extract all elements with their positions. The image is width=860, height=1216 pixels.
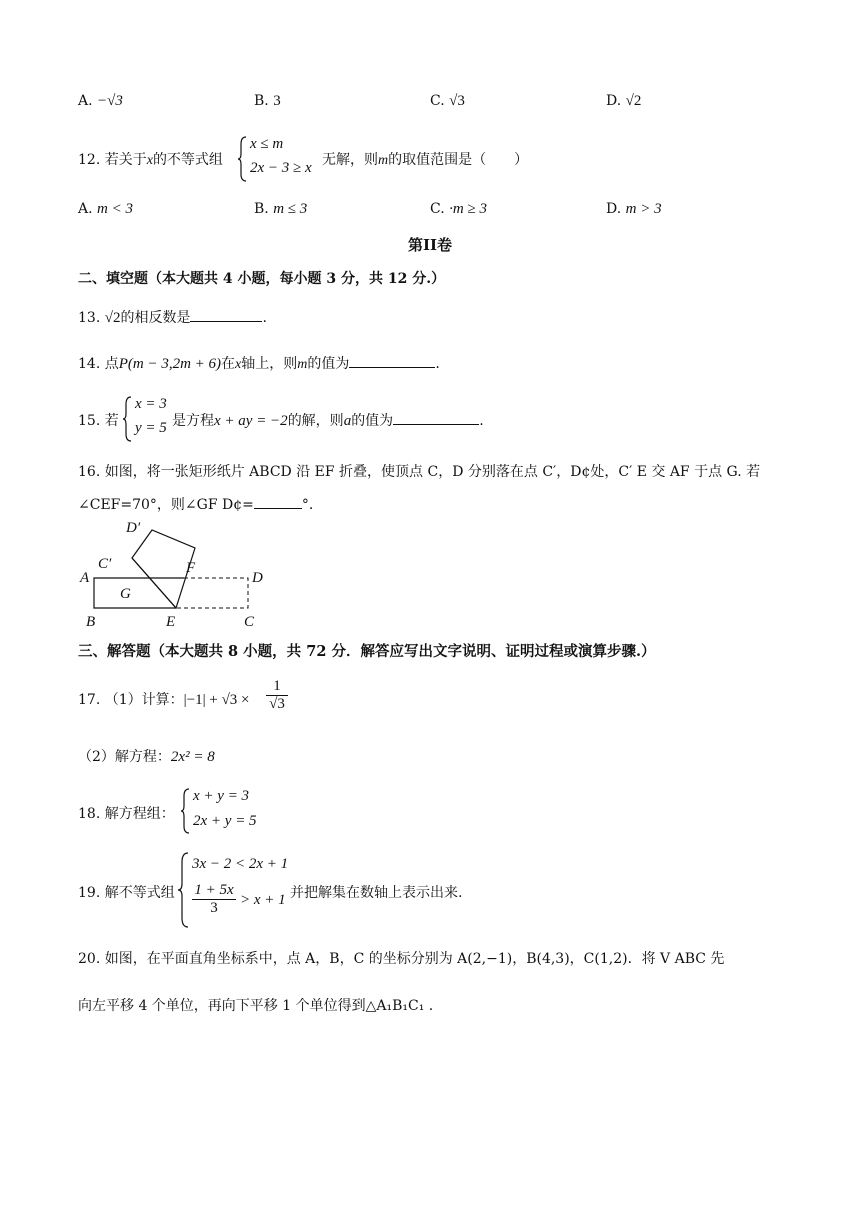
q17-part2-label: （2）解方程： [78,749,171,765]
label-f: F [186,560,196,576]
q11-option-a [78,93,123,110]
q13-text: 的相反数是 [120,310,191,326]
q14-mid: 在 [221,356,236,372]
q17-part1 [78,689,250,709]
option-text: √3 [449,93,465,109]
q17-part1-label: （1）计算： [104,692,184,708]
q15-number: 15. [78,413,101,429]
q11-option-c [430,93,465,110]
option-text: m ≤ 3 [273,201,308,217]
q20-line1: 20. 如图，在平面直角坐标系中，点 A，B，C 的坐标分别为 A(2,−1)，B(4,3)，C(1,2)．将 V ABC 先 [78,951,725,967]
segment-c1-e [132,558,176,608]
q18-text: 解方程组： [104,806,175,822]
q15-suffix: 的值为 [351,413,394,429]
q12-number: 12. [78,152,101,168]
part-title: 第II卷 [407,236,453,254]
q14-end: . [435,356,440,372]
answer-blank [190,321,262,322]
q13-end: . [262,310,267,326]
label-e: E [166,614,176,630]
q12-system-line1: x ≤ m [250,136,284,152]
q17-expression2: 2x² = 8 [170,749,215,765]
question-13 [78,307,267,327]
label-d1: D′ [126,520,141,536]
q15-mid: 是方程 [172,413,214,429]
q16-line2-text: ∠CEF=70°，则∠GF D¢= [78,497,254,513]
q12-option-d [606,201,662,218]
option-letter: D. [606,201,622,217]
q20-line2: 向左平移 4 个单位，再向下平移 1 个单位得到△A₁B₁C₁ . [78,998,434,1014]
q14-number: 14. [78,356,101,372]
q11-option-d [606,93,641,110]
q15-var-a: a [343,413,352,429]
q15-end: . [479,413,484,429]
q18-system-line2: 2x + y = 5 [193,813,257,829]
fraction-denominator: 3 [192,899,236,917]
section-heading-solutions: 三、解答题（本大题共 8 小题，共 72 分．解答应写出文字说明、证明过程或演算步骤.） [78,643,656,660]
question-14 [78,353,440,373]
option-letter: D. [606,93,622,109]
option-letter: C. [430,93,445,109]
fraction-numerator: 1 [273,678,281,694]
option-letter: A. [78,93,93,109]
q12-option-b [254,201,307,218]
q19-suffix: 并把解集在数轴上表示出来. [290,885,463,901]
q15-right [172,410,484,430]
q15-prefix: 若 [104,413,119,429]
q15-mid2: 的解，则 [287,413,344,429]
q17-number: 17. [78,692,101,708]
label-d: D [252,570,263,586]
label-b: B [86,614,96,630]
option-text: 3 [273,93,281,109]
label-c1: C′ [98,556,112,572]
q15-system-line1: x = 3 [135,396,167,412]
q19-fraction [192,882,236,917]
rectangle-edge [94,578,184,608]
q12-suffix1: 无解，则 [322,152,378,168]
q19-number: 19. [78,885,101,901]
answer-blank [254,508,302,509]
q12-text-right [322,149,528,169]
q14-expression: P(m − 3,2m + 6) [118,356,222,372]
option-text: m > 3 [625,201,662,217]
q17-expression1: |−1| + √3 × [183,692,250,708]
q12-option-a [78,201,133,218]
q12-prefix: 若关于 [104,152,147,168]
q12-option-c [430,201,487,218]
option-text: −√3 [97,93,123,109]
q19-text: 解不等式组 [104,885,175,901]
q19-left [78,882,175,902]
q15-system-line2: y = 5 [135,420,167,436]
option-letter: B. [254,93,269,109]
option-letter: B. [254,201,269,217]
dashed-original-edge [176,578,248,608]
fraction-numerator: 1 + 5x [194,882,234,898]
option-text: ·m ≥ 3 [449,201,487,217]
q19-system-line1: 3x − 2 < 2x + 1 [192,856,289,872]
label-c: C [244,614,255,630]
q14-var-m: m [297,357,308,372]
q18-left [78,803,175,823]
fraction-denominator: √3 [266,695,288,713]
left-brace-icon [238,136,248,182]
q11-option-b [254,93,281,110]
q12-system-line2: 2x − 3 ≥ x [250,160,312,176]
q12-suffix2: 的取值范围是（ ） [388,152,529,168]
q15-equation: x + ay = −2 [214,413,288,429]
q12-mid: 的不等式组 [152,152,223,168]
q16-line2-end: °. [301,497,314,513]
label-a: A [80,570,90,586]
left-brace-icon [181,788,191,834]
q12-text-left [78,149,223,169]
option-letter: A. [78,201,93,217]
q14-var-x: x [235,357,242,372]
q18-system-line1: x + y = 3 [193,788,250,804]
option-letter: C. [430,201,445,217]
q14-suffix: 的值为 [307,356,350,372]
label-g: G [120,586,131,602]
q12-var-x: x [146,153,153,168]
q14-prefix: 点 [104,356,119,372]
q17-part2 [78,746,215,766]
left-brace-icon [123,396,133,442]
q16-line1: 16. 如图，将一张矩形纸片 ABCD 沿 EF 折叠，使顶点 C，D 分别落在点 C′，D¢处，C′ E 交 AF 于点 G. 若 [78,464,761,480]
q16-line2 [78,494,313,514]
q13-number: 13. [78,310,101,326]
q18-number: 18. [78,806,101,822]
q19-line2-rest: > x + 1 [240,892,286,908]
section-heading-fill-in: 二、填空题（本大题共 4 小题，每小题 3 分，共 12 分.） [78,271,446,287]
answer-blank [393,424,479,425]
q14-mid2: 轴上，则 [241,356,298,372]
answer-blank [349,367,435,368]
q15-left [78,410,119,430]
q13-expression: √2 [104,310,121,326]
option-text: √2 [625,93,642,109]
left-brace-icon [178,852,190,928]
option-text: m < 3 [97,201,133,217]
folded-rectangle-figure [76,516,276,632]
q12-var-m: m [378,153,389,168]
q17-fraction [266,678,288,713]
